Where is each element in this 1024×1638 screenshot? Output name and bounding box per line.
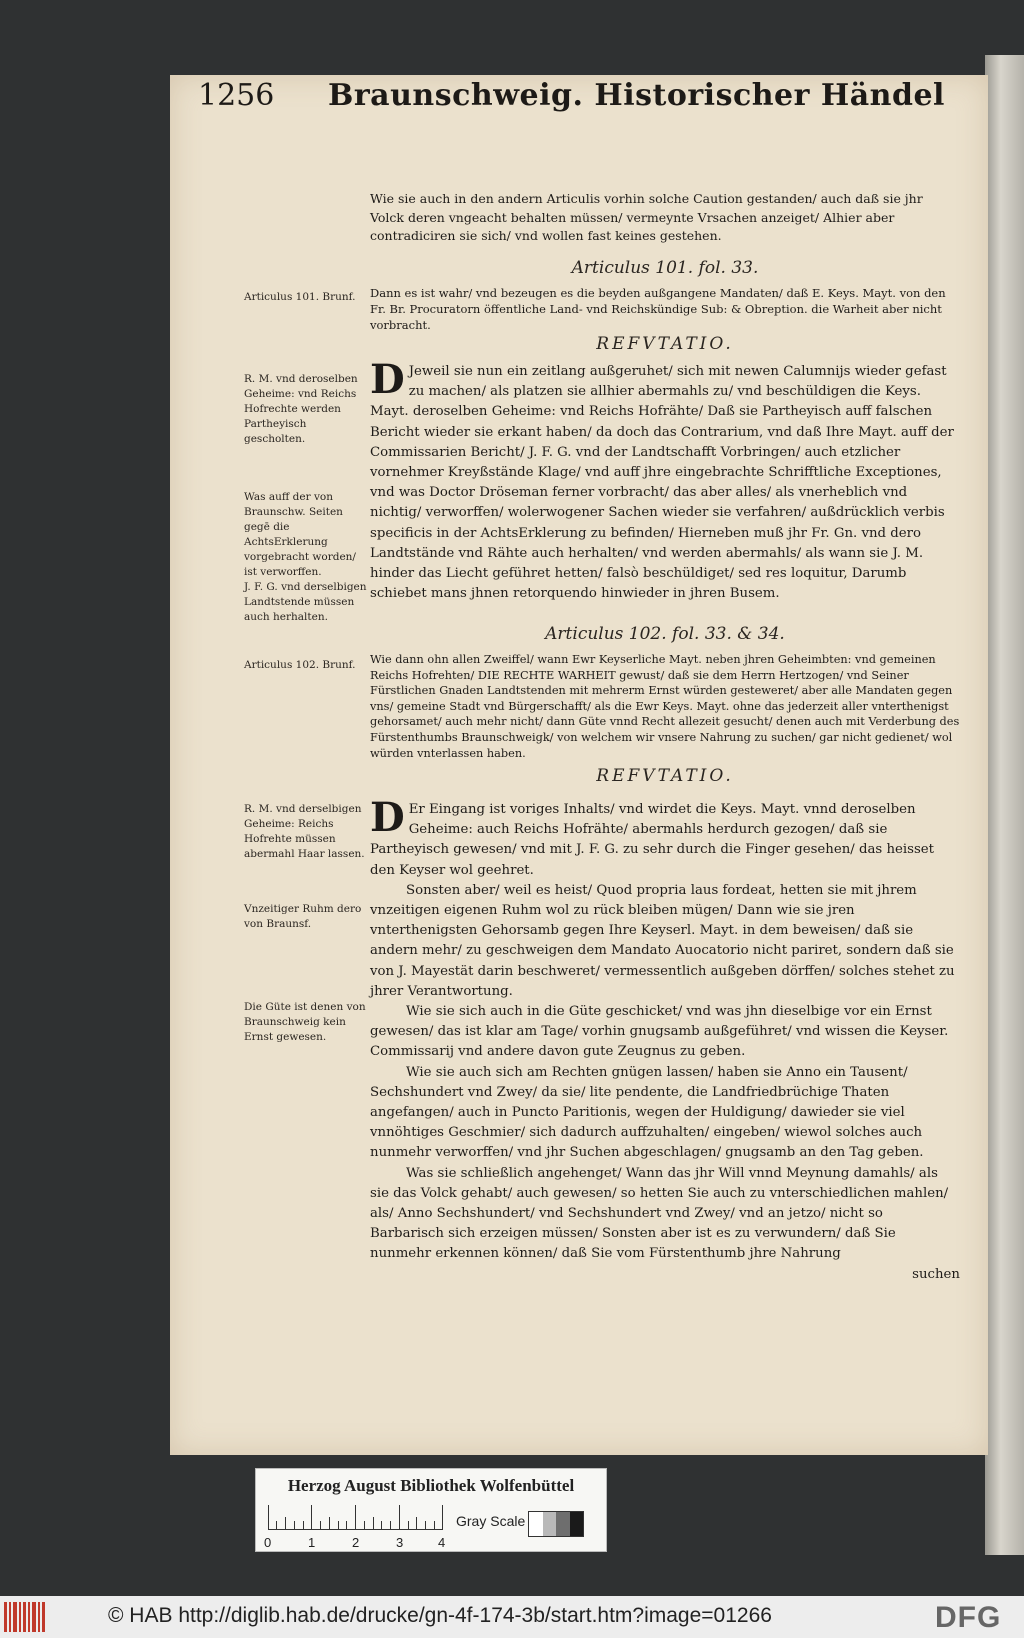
dropcap-d: D bbox=[370, 356, 405, 403]
gray-swatch bbox=[543, 1512, 557, 1536]
article-102-heading: Articulus 102. fol. 33. & 34. bbox=[545, 624, 785, 644]
running-title: Braunschweig. Historischer Händel bbox=[328, 78, 945, 113]
article-101-text bbox=[370, 285, 960, 333]
margin-note-ref1-b: Was auff der von Braunschw. Seiten gegē die AchtsErklerung vorgebracht worden/ ist verworffen. bbox=[244, 491, 356, 578]
intro-text: Wie sie auch in den andern Articulis vorhin solche Caution gestanden/ auch daß sie jhr Volck deren vngeacht behalten müssen/ vermeynte Vrsachen anzeiget/ Alhier aber contradiciren sie sich/ vnd wollen fast keines gestehen. bbox=[370, 191, 923, 243]
margin-note-ref1-a: R. M. vnd deroselben Geheime: vnd Reichs Hofrechte werden Partheyisch gescholten. bbox=[244, 373, 358, 445]
ruler-number-2: 2 bbox=[352, 1535, 360, 1550]
refutatio-1-heading: REFVTATIO. bbox=[596, 334, 734, 354]
margin-note-art102: Articulus 102. Brunf. bbox=[244, 659, 356, 671]
refutatio-2-p2: Sonsten aber/ weil es heist/ Quod propria laus fordeat, hetten sie mit jhrem vnzeitigen eigenen Ruhm wol zu rück bleiben mügen/ Dann wie sie jren vnterthenigsten Gehorsamb gegen Ihre Keyserl. Mayt. in dem beweisen/ daß sie andern mehr/ zu geschweigen dem Mandato Auocatorio nicht pariret, sondern daß sie von J. Mayestät darin beschweret/ vermessentlich außgeben dörffen/ solches stehet zu jhrer Verantwortung. bbox=[370, 882, 955, 999]
book-edge bbox=[985, 55, 1024, 1555]
margin-note-art101: Articulus 101. Brunf. bbox=[244, 291, 356, 303]
refutatio-2-p1: Er Eingang ist voriges Inhalts/ vnd wirdet die Keys. Mayt. vnnd deroselben Geheime: auch Reichs Hofrähte/ abermahls herdurch gezogen/ daß sie Partheyisch gewesen/ vnd mit J. F. G. zu sehr durch die Finger gesehen/ das heisset den Keyser wol geehret. bbox=[370, 802, 935, 878]
margin-note-ref2-b: Vnzeitiger Ruhm dero von Braunsf. bbox=[244, 903, 362, 930]
gray-scale-label: Gray Scale bbox=[456, 1513, 526, 1529]
article-102-body: Wie dann ohn allen Zweiffel/ wann Ewr Keyserliche Mayt. neben jhren Geheimbten: vnd gemeinen Reichs Hofrehten/ DIE RECHTE WARHEIT gewust/ daß sie dem Herrn Hertzogen/ vnd Seiner Fürstlichen Gnaden Landtstenden mit mehrerm Ernst würden gesteweret/ aber alle Mandaten gegen vns/ gemeine Stadt vnd Bürgerschafft/ als die Ewr Keys. Mayt. ohne das jederzeit aller vnterthenigst gehorsamet/ auch mehr nicht/ dann Güte vnnd Recht allezeit gesucht/ denen auch mit Verderbung des Fürstenthumbs Braunschweigk/ von welchem wir vnsere Nahrung zu suchen/ gar nicht gedienet/ wol würden vnterlassen haben. bbox=[370, 653, 960, 760]
gray-swatch bbox=[556, 1512, 570, 1536]
margin-note-ref2-a: R. M. vnd derselbigen Geheime: Reichs Hofrehte müssen abermahl Haar lassen. bbox=[244, 803, 365, 860]
refutatio-2-p4: Wie sie auch sich am Rechten gnügen lassen/ haben sie Anno ein Tausent/ Sechshundert vnd Zwey/ da sie/ lite pendente, die Landfriedbrüchige Thaten angefangen/ auch in Puncto Paritionis, wegen der Huldigung/ dawieder sie viel vnnöhtiges Geschmier/ sich dadurch auffzuhalten/ eingeben/ wiewol solches auch nunmehr verworffen/ vnd jhr Suchen abgeschlagen/ gnugsamb an den Tag geben. bbox=[370, 1064, 924, 1161]
margin-note-ref1-c: J. F. G. vnd derselbigen Landtstende müssen auch herhalten. bbox=[244, 581, 367, 623]
article-101-heading: Articulus 101. fol. 33. bbox=[571, 258, 759, 278]
gray-scale-swatches bbox=[528, 1511, 584, 1537]
ruler-number-0: 0 bbox=[264, 1535, 272, 1550]
refutatio-1-body: Jeweil sie nun ein zeitlang außgeruhet/ sich mit newen Calumnijs wieder gefast zu machen/ als platzen sie allhier abermahls zu/ vnd beschüldigen die Keys. Mayt. deroselben Geheime: vnd Reichs Hofrähte/ Daß sie Partheyisch auff falschen Bericht wieder sie erkant haben/ da doch das Contrarium, vnd daß Ihre Mayt. auff der Commissarien Bericht/ J. F. G. vnd der Landtschafft Vorbringen/ auch etzlicher vornehmer Kreyßstände Klage/ vnd auff jhre eingebrachte Schrifftliche Exceptiones, vnd was Doctor Dröseman ferner vorbracht/ das aber alles/ als vnerheblich vnd nichtig/ verworffen/ wolerwogener Sachen wieder sie verfahren/ außdrücklich verbis specificis in der AchtsErklerung zu befinden/ Hierneben muß jhr Fr. Gn. vnd dero Landtstände vnd Rähte auch herhalten/ vnd werden abermahls/ als wann sie J. M. hinder das Liecht geführet hetten/ falsò beschüldiget/ sed res loquitur, Darumb schiebet mans jhnen retorquendo hinwieder in jhren Busem. bbox=[370, 364, 954, 602]
refutatio-2-text bbox=[370, 794, 960, 1285]
refutatio-1-text bbox=[370, 356, 960, 604]
margin-note-ref2-c: Die Güte ist denen von Braunschweig kein Ernst gewesen. bbox=[244, 1001, 366, 1043]
dropcap-d2: D bbox=[370, 794, 405, 841]
scale-ruler bbox=[268, 1505, 443, 1530]
page-header bbox=[198, 78, 945, 122]
refutatio-2-heading: REFVTATIO. bbox=[596, 766, 734, 786]
color-calibration-card bbox=[255, 1468, 607, 1552]
page-number: 1256 bbox=[198, 78, 275, 113]
ruler-number-4: 4 bbox=[438, 1535, 446, 1550]
dfg-logo: DFG bbox=[935, 1601, 1002, 1634]
intro-paragraph bbox=[370, 190, 958, 246]
source-url-link[interactable]: © HAB http://diglib.hab.de/drucke/gn-4f-174-3b/start.htm?image=01266 bbox=[108, 1604, 772, 1627]
gray-swatch bbox=[570, 1512, 584, 1536]
ruler-number-1: 1 bbox=[308, 1535, 316, 1550]
refutatio-2-p3: Wie sie sich auch in die Güte geschicket/ vnd was jhn dieselbige vor ein Ernst gewesen/ das ist klar am Tage/ vorhin gnugsamb außgeführet/ vnd wissen die Keyser. Commissarij vnd andere davon gute Zeugnus zu geben. bbox=[370, 1004, 949, 1060]
article-102-text bbox=[370, 652, 960, 761]
card-title: Herzog August Bibliothek Wolfenbüttel bbox=[287, 1476, 575, 1495]
refutatio-2-p5: Was sie schließlich angehenget/ Wann das jhr Will vnnd Meynung damahls/ als sie das Volck gehabt/ auch gewesen/ so hetten Sie auch zu vnterschiedlichen mahlen/ als/ Anno Sechshundert/ vnd Sechshundert vnd Zwey/ vnd an jetzo/ nicht so Barbarisch sich erzeigen müssen/ Sonsten aber ist es zu verwundern/ daß Sie nunmehr erkennen können/ daß Sie vom Fürstenthumb jhre Nahrung bbox=[370, 1165, 949, 1262]
gray-swatch bbox=[529, 1512, 543, 1536]
catchword: suchen bbox=[912, 1266, 960, 1282]
ruler-number-3: 3 bbox=[396, 1535, 404, 1550]
viewer-footer bbox=[0, 1596, 1024, 1638]
barcode-icon bbox=[4, 1602, 46, 1632]
article-101-body: Dann es ist wahr/ vnd bezeugen es die beyden außgangene Mandaten/ daß E. Keys. Mayt. von den Fr. Br. Procuratorn öffentliche Land- vnd Reichskündige Sub: & Obreption. die Warheit aber nicht vorbracht. bbox=[370, 286, 946, 332]
